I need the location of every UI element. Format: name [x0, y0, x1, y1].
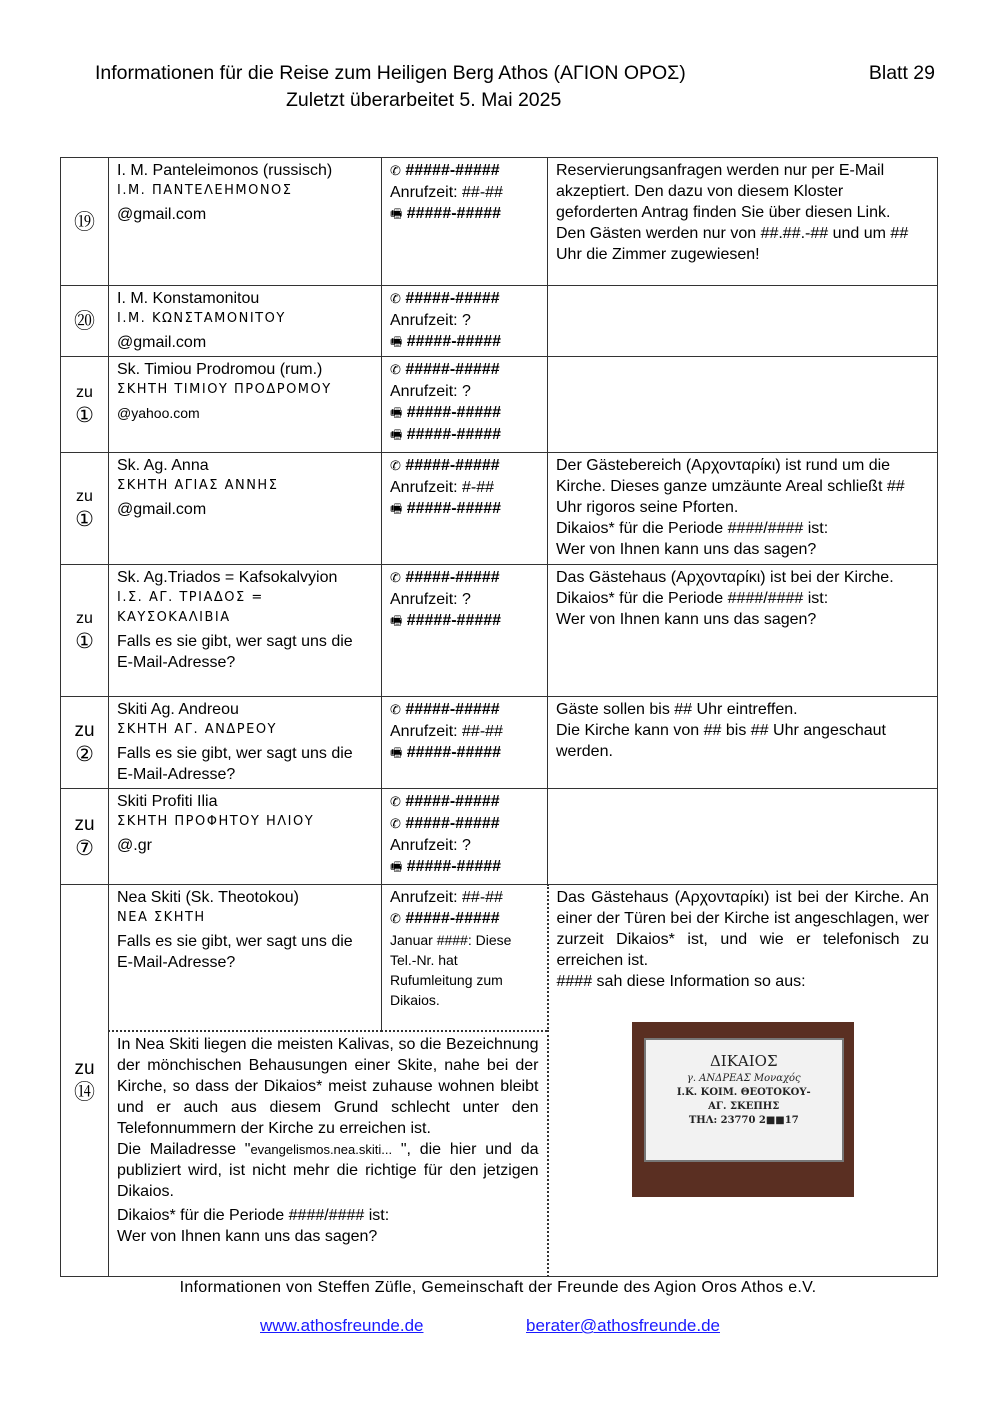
- website-link[interactable]: www.athosfreunde.de: [260, 1316, 424, 1335]
- contact-cell: [382, 453, 548, 565]
- email-address: @gmail.com: [117, 501, 207, 518]
- notes-cell: [548, 697, 938, 789]
- fax-number: #####-#####: [406, 744, 502, 761]
- monastery-cell: [109, 453, 382, 565]
- call-time: Anrufzeit: ##-##: [390, 184, 503, 201]
- fax-icon: 🖷: [390, 614, 403, 629]
- old-email: evangelismos.nea.skiti...: [250, 1141, 393, 1157]
- monastery-cell: [109, 885, 382, 1031]
- greek-name: Ι.Σ. ΑΓ. ΤΡΙΑΔΟΣ = ΚΑΥΣΟΚΑΛΙΒΙΑ: [117, 590, 264, 625]
- email-address: Falls es sie gibt, wer sagt uns die E-Mail-Adresse?: [117, 633, 353, 671]
- table-row: [61, 885, 938, 1031]
- monastery-name: I. M. Konstamonitou: [117, 290, 260, 307]
- contact-cell: [382, 885, 548, 1031]
- sign-title: ΔΙΚΑΙΟΣ: [709, 1052, 778, 1070]
- fax-number: #####-#####: [406, 404, 502, 421]
- monastery-name: Sk. Ag.Triados = Kafsokalvyion: [117, 569, 338, 586]
- contact-cell: [382, 357, 548, 453]
- notes-cell: [548, 286, 938, 357]
- note-text: Der Gästebereich (Αρχονταρίκι) ist rund um die Kirche. Dieses ganze umzäunte Areal schließt ## Uhr rigoros seine Pforten.: [556, 457, 905, 516]
- monastery-name: Skiti Ag. Andreou: [117, 701, 239, 718]
- map-number: zu ①: [61, 357, 109, 453]
- notes-cell: [548, 453, 938, 565]
- call-time: Anrufzeit: ##-##: [390, 723, 503, 740]
- notes-cell: [548, 789, 938, 885]
- notes-cell: [548, 885, 938, 1277]
- notes-cell: [548, 565, 938, 697]
- email-address: Falls es sie gibt, wer sagt uns die E-Mail-Adresse?: [117, 933, 353, 971]
- phone-icon: ✆: [390, 363, 401, 378]
- fax-icon: 🖷: [390, 406, 403, 421]
- note-text: Dikaios* für die Periode ####/#### ist:: [556, 520, 829, 537]
- greek-name: Ι.Μ. ΠΑΝΤΕΛΕΗΜΟΝΟΣ: [117, 183, 293, 198]
- phone-icon: ✆: [390, 703, 401, 718]
- monastery-name: Nea Skiti (Sk. Theotokou): [117, 889, 300, 906]
- note-text: Das Gästehaus (Αρχονταρίκι) ist bei der Kirche.: [556, 569, 894, 586]
- greek-name: ΣΚΗΤΗ ΑΓΙΑΣ ΑΝΝΗΣ: [117, 478, 279, 493]
- table-row: [61, 697, 938, 789]
- fax-icon: 🖷: [390, 335, 403, 350]
- contact-cell: [382, 286, 548, 357]
- notes-cell: [548, 158, 938, 286]
- fax-icon: 🖷: [390, 746, 403, 761]
- greek-name: ΣΚΗΤΗ ΑΓ. ΑΝΔΡΕΟΥ: [117, 722, 278, 737]
- monastery-cell: [109, 697, 382, 789]
- sign-card: [644, 1038, 844, 1162]
- monastery-name: Sk. Timiou Prodromou (rum.): [117, 361, 323, 378]
- note-text: In Nea Skiti liegen die meisten Kalivas, so die Bezeichnung der mönchischen Behausungen einer Skite, nahe bei der Kirche, so dass der Dikaios* meist zuhause wohnen bleibt und er auch aus diesem Grund schlecht unter den Telefonnummern der Kirche zu erreichen ist.: [117, 1035, 539, 1137]
- fax-number: #####-#####: [406, 858, 502, 875]
- sign-line: ΑΓ. ΣΚΕΠΗΣ: [708, 1101, 780, 1112]
- phone-number: #####-#####: [405, 290, 500, 307]
- note-text: Das Gästehaus (Αρχονταρίκι) ist bei der Kirche. An einer der Türen bei der Kirche ist angeschlagen, wer zurzeit Dikaios* ist, und wie er telefonisch zu erreichen ist.: [556, 889, 929, 969]
- phone-icon: ✆: [390, 164, 401, 179]
- sign-line: Ι.Κ. ΚΟΙΜ. ΘΕΟΤΟΚΟΥ-: [676, 1087, 811, 1098]
- phone-icon: ✆: [390, 817, 401, 832]
- contact-cell: [382, 789, 548, 885]
- sign-line: γ. ΑΝΔΡΕΑΣ Μοναχός: [686, 1073, 801, 1084]
- contact-note: Januar ####: Diese Tel.-Nr. hat Rufumleitung zum Dikaios.: [390, 932, 512, 1008]
- map-number: ⑲: [61, 158, 109, 286]
- monastery-name: Sk. Ag. Anna: [117, 457, 209, 474]
- map-number: zu ①: [61, 565, 109, 697]
- note-text: #### sah diese Information so aus:: [556, 973, 806, 990]
- note-text: Gäste sollen bis ## Uhr eintreffen.: [556, 701, 798, 718]
- map-number: zu ①: [61, 453, 109, 565]
- table-row: [61, 565, 938, 697]
- fax-icon: 🖷: [390, 860, 403, 875]
- phone-number: #####-#####: [405, 701, 500, 718]
- fax-icon: 🖷: [390, 502, 403, 517]
- phone-icon: ✆: [390, 912, 401, 927]
- phone-icon: ✆: [390, 795, 401, 810]
- map-number: ⑳: [61, 286, 109, 357]
- map-number: zu ⑭: [61, 885, 109, 1277]
- call-time: Anrufzeit: ?: [390, 837, 471, 854]
- monastery-table: [60, 157, 938, 1277]
- sheet-number: Blatt 29: [868, 62, 935, 84]
- phone-number: #####-#####: [405, 361, 500, 378]
- greek-name: ΝΕΑ ΣΚΗΤΗ: [117, 910, 206, 925]
- fax-number: #####-#####: [406, 426, 502, 443]
- fax-number: #####-#####: [406, 333, 502, 350]
- table-row: [61, 453, 938, 565]
- monastery-cell: [109, 286, 382, 357]
- phone-icon: ✆: [390, 571, 401, 586]
- phone-icon: ✆: [390, 459, 401, 474]
- note-text: Wer von Ihnen kann uns das sagen?: [117, 1227, 378, 1245]
- phone-icon: ✆: [390, 292, 401, 307]
- map-number: zu ⑦: [61, 789, 109, 885]
- phone-number: #####-#####: [405, 793, 500, 810]
- email-address: Falls es sie gibt, wer sagt uns die E-Mail-Adresse?: [117, 745, 353, 783]
- email-address: @gmail.com: [117, 334, 207, 351]
- email-address: @gmail.com: [117, 206, 207, 223]
- sign-line: ΤΗΛ: 23770 2■■17: [688, 1115, 799, 1126]
- fax-number: #####-#####: [406, 500, 502, 517]
- note-text: Die Kirche kann von ## bis ## Uhr angeschaut werden.: [556, 722, 886, 760]
- phone-number: #####-#####: [405, 569, 500, 586]
- monastery-cell: [109, 565, 382, 697]
- call-time: Anrufzeit: ?: [390, 312, 471, 329]
- table-row: [61, 789, 938, 885]
- contact-cell: [382, 697, 548, 789]
- email-address: @yahoo.com: [117, 405, 200, 421]
- document-title: Informationen für die Reise zum Heiligen Berg Athos (ΑΓΙΟΝ ΟΡΟΣ): [95, 62, 686, 84]
- monastery-name: Skiti Profiti Ilia: [117, 793, 218, 810]
- revision-date: Zuletzt überarbeitet 5. Mai 2025: [286, 89, 562, 111]
- fax-icon: 🖷: [390, 428, 403, 443]
- table-row: [61, 357, 938, 453]
- footer-credit: Informationen von Steffen Züfle, Gemeinschaft der Freunde des Agion Oros Athos e.V.: [179, 1279, 817, 1296]
- greek-name: ΣΚΗΤΗ ΤΙΜΙΟΥ ΠΡΟΔΡΟΜΟΥ: [117, 382, 332, 397]
- page-header: [95, 60, 935, 114]
- map-number: zu ②: [61, 697, 109, 789]
- greek-name: Ι.Μ. ΚΩΝΣΤΑΜΟΝΙΤΟΥ: [117, 311, 286, 326]
- monastery-cell: [109, 158, 382, 286]
- fax-number: #####-#####: [406, 205, 502, 222]
- greek-name: ΣΚΗΤΗ ΠΡΟΦΗΤΟΥ ΗΛΙΟΥ: [117, 814, 315, 829]
- phone-number: #####-#####: [405, 457, 500, 474]
- fax-number: #####-#####: [406, 612, 502, 629]
- phone-number: #####-#####: [405, 162, 500, 179]
- note-text: Den Gästen werden nur von ##.##.-## und um ## Uhr die Zimmer zugewiesen!: [556, 225, 909, 263]
- note-text: Die Mailadresse "evangelismos.nea.skiti... ", die hier und da publiziert wird, ist nicht mehr die richtige für den jetzigen Dikaios.: [117, 1140, 539, 1200]
- monastery-name: I. M. Panteleimonos (russisch): [117, 162, 333, 179]
- contact-cell: [382, 565, 548, 697]
- table-row: [61, 286, 938, 357]
- contact-cell: [382, 158, 548, 286]
- phone-number: #####-#####: [405, 910, 500, 927]
- call-time: Anrufzeit: ?: [390, 383, 471, 400]
- note-text: Wer von Ihnen kann uns das sagen?: [556, 541, 817, 558]
- nea-skiti-description: [109, 1031, 548, 1277]
- monastery-cell: [109, 789, 382, 885]
- phone-number: #####-#####: [405, 815, 500, 832]
- email-link[interactable]: berater@athosfreunde.de: [526, 1316, 720, 1335]
- fax-icon: 🖷: [390, 207, 403, 222]
- note-text: Dikaios* für die Periode ####/#### ist:: [556, 590, 829, 607]
- notes-cell: [548, 357, 938, 453]
- call-time: Anrufzeit: ##-##: [390, 889, 503, 906]
- note-text: Wer von Ihnen kann uns das sagen?: [556, 611, 817, 628]
- email-address: @.gr: [117, 837, 152, 854]
- note-text: Reservierungsanfragen werden nur per E-Mail akzeptiert. Den dazu von diesem Kloster geforderten Antrag finden Sie über diesen Link.: [556, 162, 891, 221]
- note-text: Dikaios* für die Periode ####/#### ist:: [117, 1206, 390, 1224]
- monastery-cell: [109, 357, 382, 453]
- call-time: Anrufzeit: ?: [390, 591, 471, 608]
- table-row: [61, 158, 938, 286]
- call-time: Anrufzeit: #-##: [390, 479, 495, 496]
- dikaios-sign-photo: [632, 1022, 854, 1197]
